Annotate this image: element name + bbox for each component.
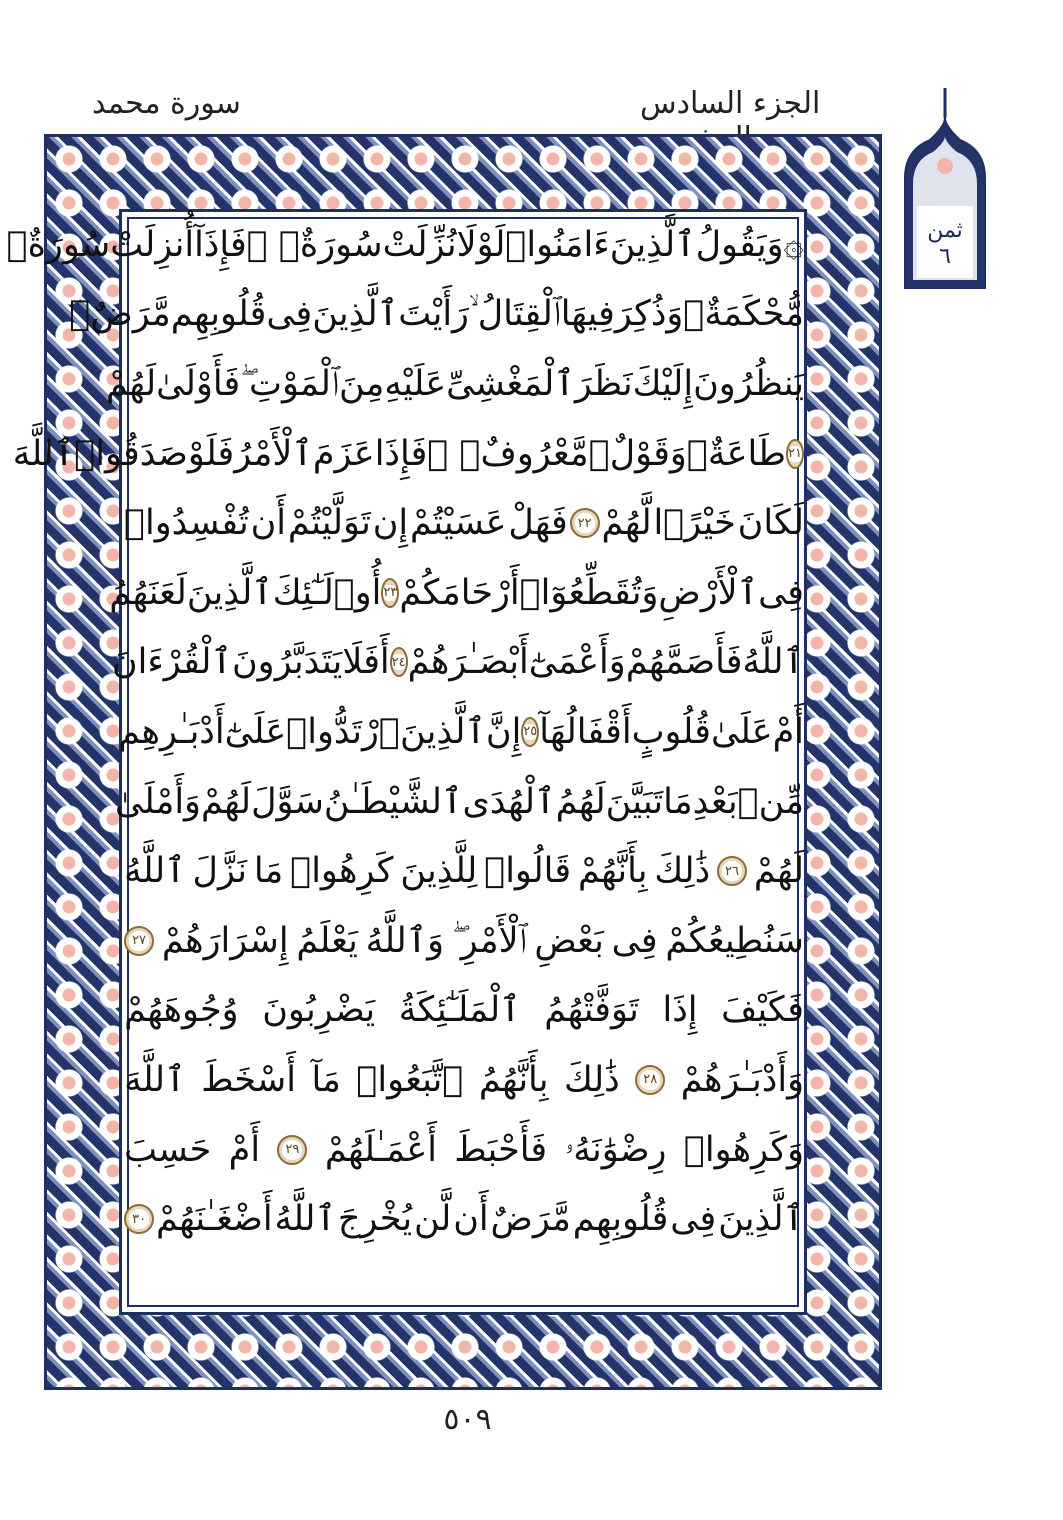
word: ٱلْقُرْءَانَ [111,642,232,683]
juz-title: الجزء السادس [640,86,821,121]
word: طَاعَةٌۭ [686,433,787,474]
word: ٱللَّهَ [12,433,75,474]
word: يَعْلَمُ [296,920,358,961]
text-line [124,976,804,1046]
word: عَسَيْتُمْ [410,503,507,544]
word: لَهُمْ [106,363,157,404]
word: مُّحْكَمَةٌۭ [683,294,804,335]
word: سُورَةٌۭ [6,224,111,265]
word: ٱلَّذِينَ [718,1199,804,1240]
word: ۞ [783,224,804,265]
quran-text [6,210,804,1254]
word: ٱلْهُدَى [462,781,556,822]
word: تَبَيَّنَ [605,781,664,822]
ayah-end-marker: ٢٤ [390,647,408,677]
word: ٱلْأَمْرِ ۖ [451,920,527,961]
word: أُو۟لَـٰٓئِكَ [272,572,382,613]
word: ٱللَّهُ [274,1199,336,1240]
ayah-end-marker: ٢٧ [124,926,154,956]
word: وَقَوْلٌۭ [588,433,687,474]
text-line [124,1115,804,1185]
word: بِأَنَّهُمُ [478,1059,549,1100]
text-line [124,1184,804,1254]
word: سُورَةٌۭ ۖ [246,224,383,265]
word: تَوَلَّيْتُمْ [287,503,371,544]
word: نَظَرَ [574,363,633,404]
word: عَلَىٰ [710,711,773,752]
word: عَزَمَ [312,433,375,474]
word: أَن [250,503,287,544]
word: تُفْسِدُوا۟ [124,503,249,544]
word: ٱلْمَلَـٰٓئِكَةُ [398,990,521,1031]
word: بَعْضِ [534,920,604,961]
word: سَوَّلَ [251,781,324,822]
text-line [12,419,804,489]
text-line [124,488,804,558]
word: أَمْ [228,1129,261,1170]
word: مَّرَضٌۭ [69,294,171,335]
word: لَكَانَ [737,503,804,544]
word: نَزَّلَ [192,851,248,892]
ayah-end-marker: ٢١ [786,439,804,469]
text-line [69,280,804,350]
ayah-end-marker: ٣٠ [124,1204,154,1234]
word: ٱللَّهُ [742,642,804,683]
word: ٱلْمَوْتِ ۖ [240,363,339,404]
word: فِى [266,294,313,335]
word: عَلَيْهِ [384,363,447,404]
word: وَأَعْمَىٰٓ [528,642,626,683]
word: لَّن [414,1199,452,1240]
word: فَأَصَمَّهُمْ [625,642,743,683]
word: مِّنۢ [737,781,804,822]
word: لِلَّذِينَ [400,851,478,892]
text-line [106,349,804,419]
text-line [124,1045,804,1115]
word: فَكَيْفَ [721,990,804,1031]
word: رِضْوَٰنَهُۥ [564,1129,667,1170]
word: وَكَرِهُوا۟ [683,1129,804,1170]
ayah-end-marker: ٢٢ [570,508,600,538]
word: فَأَحْبَطَ [454,1129,548,1170]
text-line [109,558,804,628]
word: ٱللَّهَ [124,1059,186,1100]
word: بَعْدِ [692,781,738,822]
word: أَبْصَـٰرَهُمْ [407,642,529,683]
hizb-label-text: ثمن [927,218,963,243]
word: لَّهُمْ [601,503,652,544]
word: وَتُقَطِّعُوٓا۟ [519,572,659,613]
word: ٱلْأَمْرُ [234,433,313,474]
word: لَعَنَهُمُ [109,572,187,613]
word: يَنظُرُونَ [693,363,804,404]
page-number: ٥٠٩ [443,1402,492,1437]
word: أَرْحَامَكُمْ [399,572,520,613]
word: صَدَقُوا۟ [74,433,188,474]
word: إِلَيْكَ [632,363,694,404]
word: فِى [611,920,658,961]
word: لَهُمْ [200,781,252,822]
word: ٱرْتَدُّوا۟ [286,711,400,752]
word: ٱلَّذِينَ [186,572,273,613]
word: ٱلَّذِينَ [609,224,696,265]
word: لَهُمْ [753,851,804,892]
word: ءَامَنُوا۟ [505,224,610,265]
ayah-end-marker: ٢٩ [277,1135,307,1165]
text-line [6,210,804,280]
word: ٱلْأَرْضِ [658,572,759,613]
word: ذَٰلِكَ [654,851,711,892]
word: فَلَوْ [187,433,235,474]
word: وَٱللَّهُ [365,920,445,961]
word: إِن [372,503,409,544]
word: وَذُكِرَ [614,294,684,335]
word: مَا [663,781,693,822]
word: قُلُوبِهِم [572,1199,669,1240]
word: يُخْرِجَ [337,1199,413,1240]
word: وُجُوهَهُمْ [124,990,239,1031]
hizb-label [895,218,995,270]
word: ٱللَّهُ [124,851,186,892]
word: أَفَلَا [342,642,390,683]
word: أَقْفَالُهَآ [539,711,632,752]
word: أَمْ [772,711,804,752]
word: فِيهَا [560,294,615,335]
word: إِنَّ [485,711,522,752]
ayah-end-marker: ٢٦ [717,856,747,886]
word: ذَٰلِكَ [563,1059,620,1100]
word: وَأَدْبَـٰرَهُمْ [680,1059,804,1100]
word: رَأَيْتَ [398,294,469,335]
word: وَأَمْلَىٰ [114,781,201,822]
text-line [114,767,804,837]
word: حَسِبَ [124,1129,212,1170]
word: فَأَوْلَىٰ [156,363,241,404]
text-line [124,906,804,976]
word: يَضْرِبُونَ [262,990,376,1031]
word: أُنزِلَتْ [110,224,195,265]
word: مَآ [311,1059,341,1100]
word: قَالُوا۟ [484,851,572,892]
word: فَهَلْ [508,503,568,544]
ayah-end-marker: ٢٥ [521,717,539,747]
word: إِذَا [662,990,698,1031]
word: لَهُمُ [555,781,606,822]
word: مَا [253,851,284,892]
word: فَإِذَا [374,433,428,474]
word: بِأَنَّهُمْ [577,851,648,892]
word: نُزِّلَتْ [382,224,457,265]
word: فِى [670,1199,717,1240]
word: أَضْغَـٰنَهُمْ [155,1199,273,1240]
word: ٱلشَّيْطَـٰنُ [323,781,463,822]
text-line [118,697,804,767]
surah-title: سورة محمد [92,86,241,121]
word: إِسْرَارَهُمْ [161,920,289,961]
word: وَيَقُولُ [695,224,784,265]
word: ٱتَّبَعُوا۟ [356,1059,464,1100]
word: سَنُطِيعُكُمْ [665,920,804,961]
word: فَإِذَآ [194,224,247,265]
word: خَيْرًۭا [653,503,736,544]
word: مَّعْرُوفٌۭ ۚ [427,433,589,474]
word: مَّرَضٌ [490,1199,571,1240]
word: ٱلْقِتَالُ ۙ [468,294,561,335]
word: أَن [453,1199,489,1240]
word: ٱلَّذِينَ [312,294,399,335]
word: لَوْلَا [456,224,506,265]
word: أَعْمَـٰلَهُمْ [324,1129,437,1170]
word: يَتَدَبَّرُونَ [231,642,343,683]
word: كَرِهُوا۟ [290,851,394,892]
word: فِى [758,572,804,613]
word: أَدْبَـٰرِهِم [118,711,225,752]
text-line [111,628,804,698]
ayah-end-marker: ٢٨ [635,1065,665,1095]
word: قُلُوبِهِم [170,294,267,335]
word: ٱلْمَغْشِىِّ [446,363,575,404]
word: ٱلَّذِينَ [399,711,486,752]
hizb-label-number: ٦ [939,244,951,269]
word: تَوَفَّتْهُمُ [544,990,639,1031]
word: أَسْخَطَ [201,1059,296,1100]
text-line [124,836,804,906]
word: قُلُوبٍ [631,711,711,752]
ayah-end-marker: ٢٣ [381,578,399,608]
word: مِنَ [338,363,385,404]
word: عَلَىٰٓ [224,711,287,752]
